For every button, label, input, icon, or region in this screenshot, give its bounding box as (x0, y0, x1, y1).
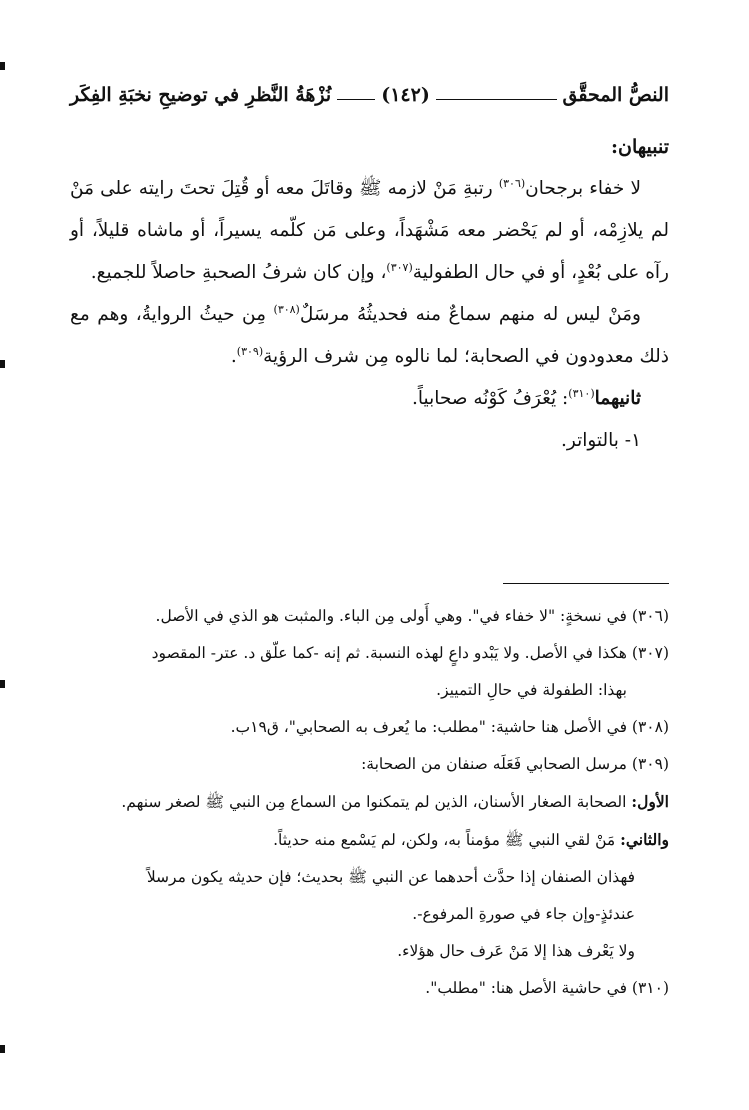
footnote-309-explanation: فهذان الصنفان إذا حدَّث أحدهما عن النبي ﷺ بحديث؛ فإن حديثه يكون مرسلاً (146, 868, 635, 886)
paragraph-2-middle: مِن حيثُ الروايةُ، وهم مع ذلك معدودون في الصحابة؛ لما نالوه مِن شرف الرؤية (70, 304, 669, 367)
scan-edge-mark-top (0, 62, 5, 70)
page-number: (١٤٢) (381, 84, 430, 106)
second-note-label: ثانيهما (594, 388, 641, 409)
footnote-310: (٣١٠) في حاشية الأصل هنا: "مطلب". (425, 979, 669, 997)
footnote-309-second-text: مَنْ لقي النبي ﷺ مؤمناً به، ولكن، لم يَسْمع منه حديثاً. (273, 831, 621, 849)
running-header (70, 78, 669, 112)
header-rule-left (337, 99, 375, 100)
list-item-1: ١- بالتواتر. (560, 430, 641, 451)
footnote-309-first-label: الأول: (631, 792, 669, 811)
paragraph-2 (70, 294, 669, 378)
paragraph-1-start: لا خفاء برجحان (525, 178, 641, 199)
main-text (70, 126, 669, 462)
footnote-ref-307[interactable]: (٣٠٧) (386, 261, 413, 274)
footnote-309-first (70, 783, 669, 821)
footnote-ref-308[interactable]: (٣٠٨) (273, 303, 300, 316)
header-rule-right (436, 99, 557, 100)
footnotes (70, 598, 669, 1007)
paragraph-3-text: : يُعْرَفُ كَوْنُه صحابياً. (411, 388, 569, 409)
footnote-309-conclusion: ولا يَعْرف هذا إلا مَنْ عَرف حال هؤلاء. (397, 942, 635, 960)
paragraph-1 (70, 168, 669, 294)
header-book-title: نُزْهَةُ النَّظرِ في توضيحِ نخبَةِ الفِكَر (70, 84, 332, 106)
scan-edge-mark-upper (0, 360, 5, 368)
footnote-ref-310[interactable]: (٣١٠) (568, 387, 595, 400)
footnote-ref-309[interactable]: (٣٠٩) (236, 345, 264, 358)
footnote-ref-306[interactable]: (٣٠٦) (498, 177, 526, 190)
paragraph-2-start: ومَنْ ليس له منهم سماعٌ منه فحديثُهُ مرسَلٌ (299, 304, 641, 325)
footnote-309-first-text: الصحابة الصغار الأسنان، الذين لم يتمكنوا من السماع مِن النبي ﷺ لصغر سنهم. (121, 793, 632, 811)
scan-edge-mark-bottom (0, 1045, 5, 1053)
footnote-309-explanation-continued: عندئذٍ-وإن جاء في صورةِ المرفوع-. (412, 905, 635, 923)
section-heading: تنبيهان: (610, 136, 669, 158)
paragraph-1-middle: رتبةِ مَنْ لازمه ﷺ وقاتَلَ معه أو قُتِلَ تحتَ رايته على مَنْ لم يلازِمْه، أو لم يَحْضر معه مَشْهَداً، وعلى مَن كلّمه يسيراً، أو ماشاه قليلاً، أو رآه على بُعْدٍ، أو في حال الطفولية (70, 178, 669, 283)
footnote-separator (503, 583, 669, 584)
paragraph-3 (70, 378, 669, 420)
paragraph-1-end: ، وإن كان شرفُ الصحبةِ حاصلاً للجميع. (90, 262, 387, 283)
footnote-309: (٣٠٩) مرسل الصحابي فَعَلَه صنفان من الصحابة: (361, 755, 669, 773)
footnote-309-second-label: والثاني: (620, 830, 669, 849)
scan-edge-mark-lower (0, 680, 5, 688)
footnote-308: (٣٠٨) في الأصل هنا حاشية: "مطلب: ما يُعرف به الصحابي"، ق١٩ب. (230, 718, 669, 736)
footnote-306: (٣٠٦) في نسخةٍ: "لا خفاء في". وهي أَولى مِن الباء. والمثبت هو الذي في الأصل. (155, 607, 669, 625)
header-section-title: النصُّ المحقَّق (562, 84, 669, 106)
paragraph-2-end: . (230, 346, 237, 367)
footnote-307: (٣٠٧) هكذا في الأصل. ولا يَبْدو داعٍ لهذه النسبة. ثم إنه -كما علّق د. عتر- المقصود (151, 644, 669, 662)
footnote-309-second (70, 821, 669, 859)
footnote-307-continued: بهذا: الطفولة في حالِ التمييز. (436, 681, 627, 699)
